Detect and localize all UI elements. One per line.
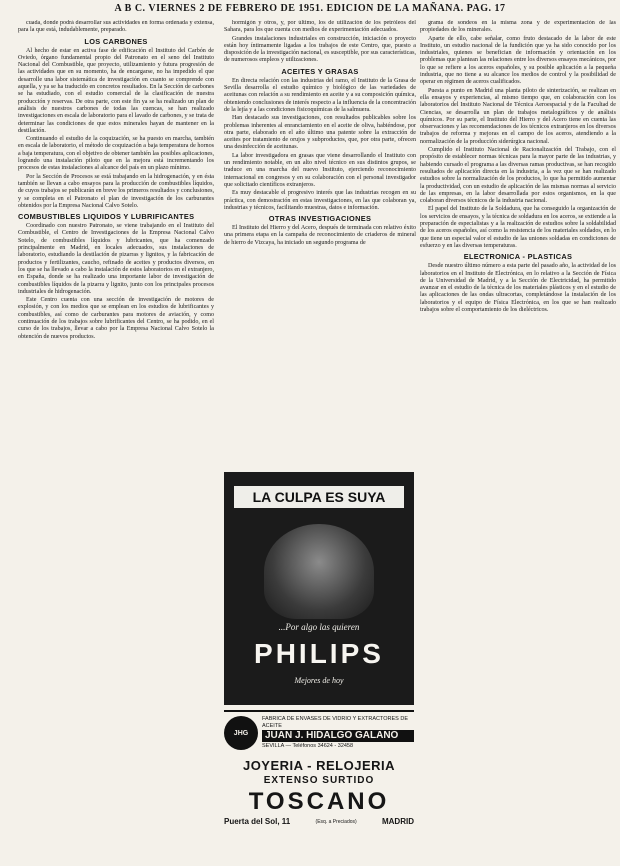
page-header: A B C. VIERNES 2 DE FEBRERO DE 1951. EDICION DE LA MAÑANA. PAG. 17 bbox=[114, 3, 506, 14]
paragraph: El Instituto del Hierro y del Acero, después de terminada con relativo éxito una primera etapa en la campaña de reconocimiento de criaderos de mineral de hierro de Vizcaya, ha iniciado un segundo programa de bbox=[224, 225, 416, 246]
paragraph: Puesta a punto en Madrid una planta piloto de sinterización, se realizan en ella ensayos y experiencias, al mismo tiempo que, en colaboración con los laboratorios del Instituto Nacional de Técnica Aeroespacial y de la Facultad de Ciencias, se desarrolla un plan de trabajos metalográficos y de análisis químicos. Por su parte, el Instituto del Hierro y del Acero tiene en cuenta las observaciones y las recomendaciones de los técnicos extranjeros en los diversos trabajos de reforma y mejoras en el campo de los aceros, atendiendo a la normalización de la producción siderúrgica nacional. bbox=[420, 87, 616, 145]
paragraph: Por la Sección de Procesos se está trabajando en la hidrogenación, y en ésta también se llevan a cabo ensayos para la producción de combustibles líquidos, de cuyos trabajos se publicarán en breve los primeros resultados y conclusiones, y se completa en el Patronato el plan de investigación de los carburantes obtenidos por la Empresa Nacional Calvo Sotelo. bbox=[18, 173, 214, 209]
jeweler-address: Puerta del Sol, 11 bbox=[224, 817, 291, 826]
ad-subtitle: Mejores de hoy bbox=[294, 676, 344, 685]
paragraph: La labor investigadora en grasas que viene desarrollando el Instituto con un rendimiento notable, en un alto nivel técnico en sus distintos grupos, se traduce en una marcha del nuevo Instituto, ejerciendo reconocimiento internacional en congresos y en su colaboración con el personal investigador que solicitado científicos extranjeros. bbox=[224, 152, 416, 188]
maker-line: FABRICA DE ENVASES DE VIDRIO Y EXTRACTORES DE ACEITE bbox=[262, 716, 408, 729]
column-right bbox=[420, 20, 616, 864]
maker-logo: JHG bbox=[224, 716, 258, 750]
paragraph: Coordinado con nuestro Patronato, se viene trabajando en el Instituto del Combustible, el Centro de Investigaciones de la Empresa Nacional Calvo Sotelo, de combustibles líquidos y lubricantes, que ha comenzado principalmente en Madrid, en locales adecuados, sus instalaciones de laboratorio, estudiando la destilación de pizarras y lignitos, y la fabricación de productos y fertilizantes, caucho, refinado de aceites y productos diversos, en los que se ha llevado a cabo la instalación de estos laboratorios en el extranjero, en España, donde se ha realizado una importante labor de investigación de combustibles líquidos de la pizarra y lignito, junto con los principales procesos industriales de hidrogenación. bbox=[18, 223, 214, 295]
section-title-carbones: LOS CARBONES bbox=[84, 36, 148, 46]
paragraph: Al hecho de estar en activa fase de edificación el Instituto del Carbón de Oviedo, órgano fundamental propio del Patronato en el seno del Instituto Nacional del Combustible, que proyecto, utilizamiento y futura progresión de las actividades que en su momento, ha de encargarse, no ha impedido el que desarrolle una labor sistemática de investigación en cuanto se comprende con aquella, y ya se ha traducido en concretos resultados. En la Sección de carbones se ha estudiado, con el estudio comercial de la clasificación de nuestra producción y reservas. De otra parte, con este fin ya se ha realizado un plan de análisis de nuestros carbones de todas las cuencas, se han realizado investigaciones en escala de laboratorio para el lavado de carbones, y se trata de determinar las condiciones de que estos minerales hayan de mantener en la destilación. bbox=[18, 47, 214, 134]
section-title-aceites: ACEITES Y GRASAS bbox=[281, 66, 359, 76]
paragraph: Continuando el estudio de la coquización, se ha puesto en marcha, también en escala de laboratorio, el método de coquización a baja temperatura de hornos a baja temperatura, con el objetivo de obtener también las posibles aplicaciones, logrando una instalación piloto que en la mejora está incrementando los procesos de estas instalaciones al alcance del país en un plazo mínimo. bbox=[18, 136, 214, 172]
paragraph: El papel del Instituto de la Soldadura, que ha conseguido la organización de los servicios de ensayos, y la técnica de soldadura en los aceros, se extiende a la preparación de especialistas y a la realización de estudios sobre la soldabilidad de los aceros españoles, así como la resistencia de los materiales soldados, en lo que tiene un especial valor el estudio de las uniones soldadas en condiciones de esfuerzo y en las diversas temperaturas. bbox=[420, 206, 616, 249]
jeweler-line1: JOYERIA - RELOJERIA bbox=[242, 758, 396, 773]
jeweler-address-note: (Esq. a Preciados) bbox=[315, 818, 357, 825]
ad-brand-logo: PHILIPS bbox=[254, 638, 384, 669]
maker-name: JUAN J. HIDALGO GALANO bbox=[262, 730, 414, 742]
ad-tagline: ...Por algo las quieren bbox=[278, 622, 360, 632]
paragraph: En directa relación con las industrias del ramo, el Instituto de la Grasa de Sevilla desarrolla el estudio químico y biológico de las variedades de aceitunas con relación a su rendimiento en aceite y a su composición química, obteniendo conclusiones de interés respecto a la influencia de la concentración de la lejía y a las condiciones fisicoquímicas de la salmuera. bbox=[224, 77, 416, 113]
jeweler-city: MADRID bbox=[381, 817, 414, 826]
jeweler-line2: EXTENSO SURTIDO bbox=[263, 775, 375, 786]
ad-film-title: LA CULPA ES SUYA bbox=[234, 486, 404, 508]
jeweler-address-row bbox=[224, 817, 414, 826]
column-left bbox=[18, 20, 214, 864]
jeweler-advertisement bbox=[224, 710, 414, 852]
jeweler-brand: TOSCANO bbox=[248, 788, 390, 815]
ad-illustration bbox=[264, 524, 374, 619]
maker-phone: Teléfonos 34624 - 32458 bbox=[292, 743, 354, 750]
paragraph: Desde nuestro último número a esta parte del pasado año, la actividad de los laboratorios en el Instituto de Electrónica, en lo relativo a la Sección de Física de la Universidad de Madrid, y a la Sección de Electricidad, ha permitido avanzar en el estudio de la técnica de los materiales plásticos y en el estudio de las aplicaciones de las ondas ultracortas, completándose la instalación de los laboratorios y el equipo de Física Electrónica, en los que se han realizado trabajos sobre el comportamiento de los dieléctricos. bbox=[420, 263, 616, 313]
paragraph: Es muy destacable el progresivo interés que las industrias recogen en su práctica, con demostración en estas investigaciones, en las que colaboran ya, industrias y técnicos, facilitando muestras, datos e información. bbox=[224, 190, 416, 211]
paragraph: Han destacado sus investigaciones, con resultados publicables sobre los problemas inherentes al enranciamiento en el aceite de oliva, habiéndose, por otra parte, elaborado en el año último una patente sobre la extracción de aceites por tratamiento de orujos y subproductos, que, por otra parte, ofrecen una desinfección de aceitunas. bbox=[224, 115, 416, 151]
maker-info: FABRICA DE ENVASES DE VIDRIO Y EXTRACTORES DE ACEITE JUAN J. HIDALGO GALANO SEVILLA — Teléfonos 34624 - 32458 bbox=[262, 716, 414, 750]
maker-city: SEVILLA bbox=[262, 743, 285, 750]
paragraph: Grandes instalaciones industriales en construcción, iniciación o proyecto están hoy íntimamente ligadas a los trabajos de este Centro, que, puesto a disposición de la investigación nacional, es susceptible, por sus características, de numerosos empleos y utilizaciones. bbox=[224, 35, 416, 64]
column-intro: cuada, donde podrá desarrollar sus actividades en forma ordenada y extensa, para la que está, indudablemente, preparado. bbox=[18, 20, 214, 34]
paragraph: Cumplido el Instituto Nacional de Racionalización del Trabajo, con el propósito de establecer normas técnicas para la mayor parte de las industrias, y habiendo cursado el programa a las diversas ramas productivas, se han recogido resultados de aplicación directa en la industria, a la vez que se han realizado estudios sobre la normalización de los productos, lo que ha permitido aumentar la productividad, con un estudio de aplicación de las mismas normas al servicio de las empresas, en la labor desarrollada por estos organismos, en la que colaboran diversos técnicos de la industria nacional. bbox=[420, 147, 616, 205]
column-intro: grama de sondeos en la misma zona y de experimentación de las propiedades de los minerales. bbox=[420, 20, 616, 34]
section-title-electronica: ELECTRONICA - PLASTICAS bbox=[463, 252, 573, 262]
column-middle bbox=[224, 20, 416, 470]
maker-block bbox=[224, 716, 414, 750]
column-intro: hormigón y otros, y, por último, los de utilización de los petróleos del Sahara, para los que cuenta con medios de experimentación adecuados. bbox=[224, 20, 416, 34]
philips-advertisement bbox=[224, 472, 414, 705]
section-title-otras: OTRAS INVESTIGACIONES bbox=[268, 214, 372, 224]
section-title-combustibles: COMBUSTIBLES LIQUIDOS Y LUBRIFICANTES bbox=[18, 212, 195, 222]
paragraph: Este Centro cuenta con una sección de investigación de motores de explosión, y con los medios que se emplean en los estudios de lubrificantes y combustibles, así como de carburantes para motores de aviación, y como continuación de los trabajos sobre lubrificantes del Centro, se ha podido, en el curso de los trabajos, llevar a cabo por la Empresa Nacional Calvo Sotelo la obtención de nuevos productos. bbox=[18, 297, 214, 340]
paragraph: Aparte de ello, cabe señalar, como fruto destacado de la labor de este Instituto, un estudio nacional de la fundición que ya ha sido conocido por los industriales, quienes se benefician de información y orientación en los problemas que plantean las relaciones entre los diversos ensayos mecánicos, por lo que se refiere a los aceros españoles, y su posible aplicación a la pequeña industria, que no tiene a su alcance los medios de control y la posibilidad de operar en régimen de aceros cualificados. bbox=[420, 35, 616, 86]
